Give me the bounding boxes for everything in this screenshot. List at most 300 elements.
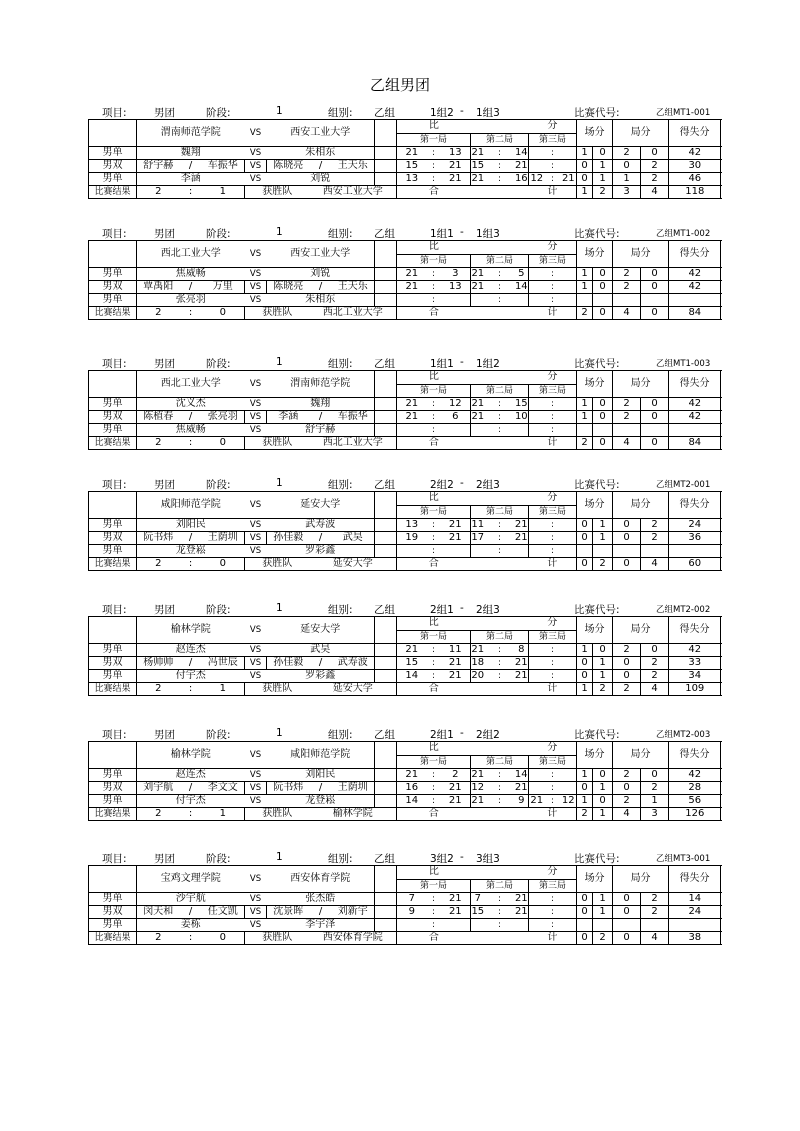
project-value: 男团 [154,479,175,491]
table-header-row [89,742,721,756]
match-win: 0 [577,160,593,173]
vs-label: VS [245,769,267,782]
event-header [89,742,137,769]
colon: : [180,932,202,945]
points-header: 得失分 [669,742,721,769]
round3-header: 第三局 [529,384,577,398]
score-header-right: 分 [529,492,577,506]
slash: / [310,160,332,173]
team-a: 榆林学院 [137,742,245,769]
match-code: 乙组MT3-001 [656,854,711,864]
score-b [561,411,577,424]
colon: : [545,268,561,281]
score-header-right: 分 [529,120,577,134]
total-right: 计 [529,808,577,821]
match-loss: 0 [593,281,613,294]
player-b: 刘锐 [267,173,375,186]
total-match-win: 0 [577,932,593,945]
vs-label: VS [245,398,267,411]
colon: : [485,919,515,932]
game-win: 2 [613,268,641,281]
spacer [375,545,397,558]
games-header: 局分 [613,742,669,769]
matches-header: 场分 [577,371,613,398]
player-b: 武昊 [267,644,375,657]
total-points-for: 84 [669,307,721,320]
colon: : [485,670,515,683]
player-a2: 任文凯 [202,906,245,919]
game-win [613,545,641,558]
colon: : [545,532,561,545]
player-b2: 武昊 [332,532,375,545]
spacer [375,281,397,294]
group-value: 乙组 [374,479,395,491]
game-win: 1 [613,173,641,186]
score-header-mid [471,241,529,255]
spacer [375,173,397,186]
score-a: 19 [397,532,427,545]
player-a: 赵连杰 [137,644,245,657]
total-game-loss: 4 [641,186,669,199]
group-a: 2组1 [430,729,454,741]
colon: : [545,644,561,657]
event-name: 男单 [89,147,137,160]
score-b: 8 [515,644,529,657]
stage-label: 阶段: [206,107,231,119]
total-match-win: 0 [577,558,593,571]
spacer [375,644,397,657]
player-a2: 冯世辰 [202,657,245,670]
winner-label: 获胜队 [245,437,310,450]
score-header-mid [471,617,529,631]
total-points-for: 84 [669,437,721,450]
games-header: 局分 [613,492,669,519]
stage-value: 1 [276,356,283,368]
team-b: 西安工业大学 [267,120,375,147]
score-b: 21 [514,160,528,171]
spacer [375,411,397,424]
table-header-row [89,866,721,880]
round3-header: 第三局 [529,505,577,519]
colon: : [545,411,561,424]
vs-label: VS [245,795,267,808]
game-win: 2 [613,769,641,782]
score-a: 13 [397,173,427,186]
result-score-a: 2 [137,558,180,571]
score-b [515,919,529,932]
result-label: 比赛结果 [89,558,137,571]
score-a: 21 [530,795,544,806]
match-loss [593,919,613,932]
event-header [89,492,137,519]
colon: : [485,173,515,186]
game-row [89,644,721,657]
player-a1: 阮书炜 [137,532,180,545]
score-b [561,919,577,932]
match-win [577,545,593,558]
match-header [88,725,710,741]
colon: : [427,545,441,558]
points-header: 得失分 [669,371,721,398]
match-block [88,224,710,320]
result-score-a: 2 [137,932,180,945]
score-a [397,919,427,932]
score-b [561,657,577,670]
matches-header: 场分 [577,120,613,147]
score-b: 9 [515,795,529,808]
total-mid [471,932,529,945]
score-a: 14 [397,795,427,808]
winner-label: 获胜队 [245,307,310,320]
project-value: 男团 [154,107,175,119]
project-value: 男团 [154,604,175,616]
player-b1: 孙佳毅 [267,532,310,545]
total-left: 合 [397,683,471,696]
player-b1: 沈景晖 [267,906,310,919]
vs-label: VS [245,173,267,186]
colon: : [545,657,561,670]
event-header [89,617,137,644]
games-header: 局分 [613,120,669,147]
group-dash: - [460,356,464,368]
score-a: 21 [471,147,485,158]
total-match-win: 1 [577,683,593,696]
match-win: 1 [577,795,593,808]
result-label: 比赛结果 [89,307,137,320]
group-b: 1组3 [476,228,500,240]
slash: / [180,160,202,173]
game-row [89,281,721,294]
match-loss [593,545,613,558]
round2-header: 第二局 [471,254,529,268]
project-label: 项目: [102,107,127,119]
group-a: 1组2 [430,107,454,119]
score-a [529,519,545,532]
event-header [89,241,137,268]
points-for: 42 [669,281,721,294]
event-name: 男单 [89,893,137,906]
match-win: 1 [577,147,593,160]
total-left: 合 [397,558,471,571]
colon: : [427,294,441,307]
stage-label: 阶段: [206,479,231,491]
result-score-a: 2 [137,186,180,199]
match-header [88,224,710,240]
spacer [375,160,397,173]
match-code: 乙组MT2-001 [656,480,711,490]
slash: / [310,532,332,545]
score-b: 21 [514,519,528,530]
vs-label: VS [245,424,267,437]
score-a: 21 [397,769,427,782]
points-header: 得失分 [669,241,721,268]
score-a [529,644,545,657]
game-loss: 2 [641,160,669,173]
group-dash: - [460,226,464,238]
player-a: 沈义杰 [137,398,245,411]
score-header-left: 比 [397,120,471,134]
score-b: 12 [561,795,575,806]
total-mid [471,808,529,821]
colon: : [545,519,561,532]
player-a: 刘阳民 [137,519,245,532]
game-win: 0 [613,532,641,545]
score-b: 13 [441,147,471,160]
score-header-mid [471,120,529,134]
score-b [561,532,577,545]
winner-team: 西北工业大学 [310,437,397,450]
score-a: 21 [471,411,485,422]
result-label: 比赛结果 [89,932,137,945]
spacer [375,782,397,795]
player-b2: 车振华 [332,411,375,424]
game-win: 0 [613,893,641,906]
vs-label: VS [245,644,267,657]
project-label: 项目: [102,729,127,741]
result-label: 比赛结果 [89,808,137,821]
game-row [89,147,721,160]
event-name: 男双 [89,782,137,795]
score-a: 21 [397,411,427,424]
match-loss: 1 [593,519,613,532]
score-header-right: 分 [529,866,577,880]
total-mid [471,307,529,320]
colon: : [485,147,515,160]
points-for: 56 [669,795,721,808]
colon: : [427,893,441,906]
team-b: 延安大学 [267,617,375,644]
match-win: 0 [577,906,593,919]
total-mid [471,437,529,450]
points-for [669,545,721,558]
total-right: 计 [529,558,577,571]
score-a: 16 [397,782,427,795]
score-b [515,545,529,558]
slash: / [310,906,332,919]
player-b: 刘锐 [267,268,375,281]
score-b [561,644,577,657]
match-block [88,725,710,821]
project-label: 项目: [102,853,127,865]
vs-label: VS [245,893,267,906]
score-b: 10 [514,411,528,422]
player-b1: 陈晓亮 [267,281,310,294]
score-b: 21 [561,173,575,184]
spacer [375,519,397,532]
total-game-loss: 4 [641,683,669,696]
group-a: 1组1 [430,358,454,370]
spacer [375,424,397,437]
game-row [89,795,721,808]
total-game-loss: 4 [641,558,669,571]
colon: : [485,519,515,532]
spacer [375,670,397,683]
match-win: 0 [577,893,593,906]
score-a [529,268,545,281]
match-win: 1 [577,281,593,294]
score-b: 21 [441,173,471,186]
score-a: 12 [530,173,544,184]
event-name: 男双 [89,532,137,545]
match-table [88,616,721,696]
match-code-label: 比赛代号: [574,853,620,865]
group-dash: - [460,602,464,614]
player-a: 姜栋 [137,919,245,932]
games-header: 局分 [613,866,669,893]
event-name: 男单 [89,919,137,932]
score-header-mid [471,371,529,385]
slash: / [180,411,202,424]
player-b: 罗彩鑫 [267,545,375,558]
points-for: 36 [669,532,721,545]
winner-team: 榆林学院 [310,808,397,821]
score-b [515,424,529,437]
game-win: 2 [613,411,641,424]
colon: : [485,782,515,795]
group-b: 2组3 [476,604,500,616]
round1-header: 第一局 [397,630,471,644]
table-header-row [89,617,721,631]
match-loss: 0 [593,644,613,657]
colon: : [427,173,441,186]
games-header: 局分 [613,241,669,268]
team-a: 宝鸡文理学院 [137,866,245,893]
event-name: 男单 [89,294,137,307]
total-right: 计 [529,186,577,199]
match-header [88,475,710,491]
score-b: 3 [441,268,471,281]
player-b: 龙登崧 [267,795,375,808]
score-header-left: 比 [397,371,471,385]
colon: : [180,186,202,199]
score-a: 13 [397,519,427,532]
vs-label: VS [245,411,267,424]
score-a [529,281,545,294]
match-header [88,354,710,370]
score-b [561,893,577,906]
score-a: 9 [397,906,427,919]
colon: : [180,437,202,450]
round2-header: 第二局 [471,505,529,519]
score-b: 21 [514,532,528,543]
colon: : [427,644,441,657]
score-header-left: 比 [397,742,471,756]
game-loss: 0 [641,398,669,411]
group-a: 1组1 [430,228,454,240]
team-a: 榆林学院 [137,617,245,644]
game-win: 0 [613,782,641,795]
match-block [88,103,710,199]
result-row [89,558,721,571]
matches-header: 场分 [577,617,613,644]
total-game-win: 3 [613,186,641,199]
group-value: 乙组 [374,853,395,865]
points-header: 得失分 [669,617,721,644]
score-b [561,769,577,782]
points-for: 34 [669,670,721,683]
group-label: 组别: [328,604,353,616]
score-a [471,424,485,437]
colon: : [485,160,515,173]
colon: : [485,398,515,411]
score-a: 21 [471,173,485,184]
score-a [471,919,485,932]
event-header [89,866,137,893]
round1-header: 第一局 [397,755,471,769]
result-row [89,932,721,945]
score-header-mid [471,866,529,880]
spacer [375,617,397,644]
round3-header: 第三局 [529,879,577,893]
event-name: 男单 [89,545,137,558]
game-win: 2 [613,795,641,808]
score-a: 21 [397,147,427,160]
score-b [441,424,471,437]
total-match-win: 2 [577,437,593,450]
player-a: 焦威畅 [137,424,245,437]
points-for: 28 [669,782,721,795]
colon: : [427,160,441,173]
event-name: 男双 [89,411,137,424]
colon: : [427,411,441,424]
spacer [375,769,397,782]
group-value: 乙组 [374,604,395,616]
game-loss: 2 [641,670,669,683]
score-b: 14 [514,147,528,158]
score-b: 21 [514,906,528,917]
game-loss: 1 [641,795,669,808]
score-header-right: 分 [529,742,577,756]
points-for: 14 [669,893,721,906]
game-win: 2 [613,644,641,657]
match-code-label: 比赛代号: [574,228,620,240]
group-a: 2组1 [430,604,454,616]
score-a: 15 [397,160,427,173]
match-loss: 0 [593,268,613,281]
table-header-row [89,371,721,385]
matches-header: 场分 [577,492,613,519]
score-a: 18 [471,657,485,668]
match-loss: 1 [593,906,613,919]
spacer [375,241,397,268]
match-code-label: 比赛代号: [574,107,620,119]
game-loss: 0 [641,281,669,294]
project-value: 男团 [154,228,175,240]
match-code-label: 比赛代号: [574,358,620,370]
player-b2: 刘新宇 [332,906,375,919]
score-header-left: 比 [397,241,471,255]
game-row [89,782,721,795]
player-b: 刘阳民 [267,769,375,782]
vs-label: VS [245,294,267,307]
player-a: 付宇杰 [137,670,245,683]
game-loss: 2 [641,519,669,532]
game-loss: 0 [641,644,669,657]
group-b: 2组3 [476,479,500,491]
game-win: 0 [613,906,641,919]
total-match-loss: 0 [593,437,613,450]
group-label: 组别: [328,729,353,741]
match-win: 0 [577,657,593,670]
slash: / [180,906,202,919]
group-value: 乙组 [374,107,395,119]
match-code-label: 比赛代号: [574,729,620,741]
match-block [88,849,710,945]
event-name: 男双 [89,906,137,919]
project-value: 男团 [154,358,175,370]
score-header-mid [471,492,529,506]
spacer [375,893,397,906]
